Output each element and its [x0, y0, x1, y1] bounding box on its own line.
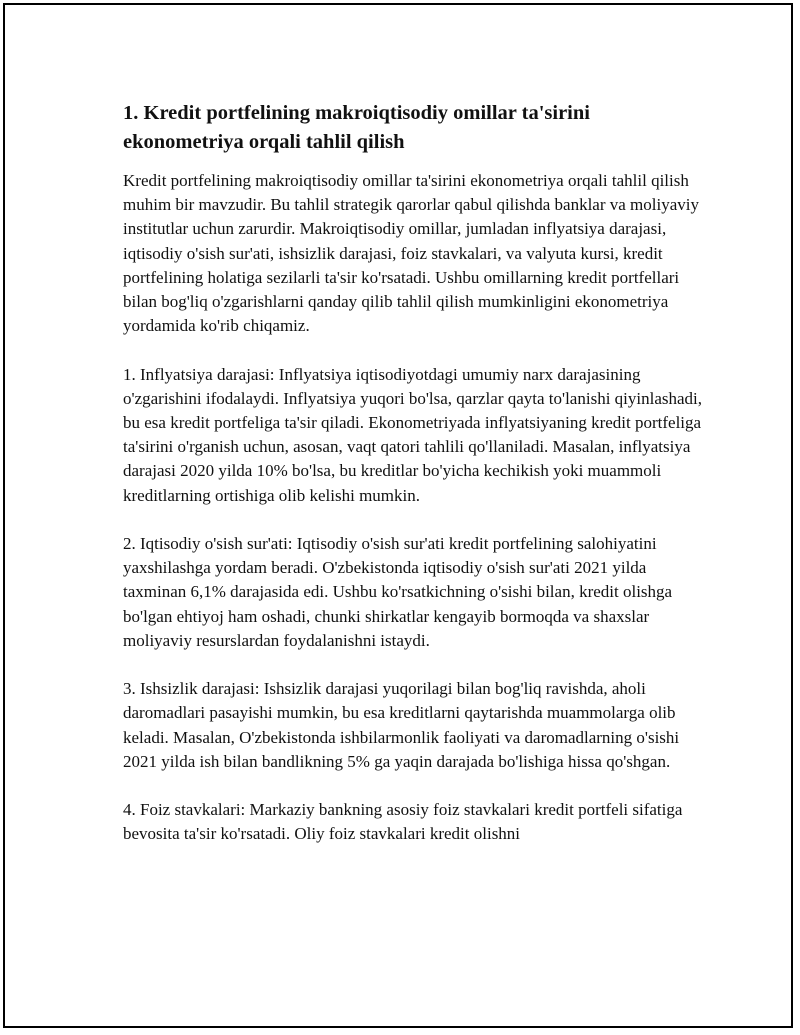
growth-paragraph: 2. Iqtisodiy o'sish sur'ati: Iqtisodiy o'sish sur'ati kredit portfelining salohiyatini yaxshilashga yordam beradi. O'zbekistonda iqtisodiy o'sish sur'ati 2021 yilda taxminan 6,1% darajasida edi. Ushbu ko'rsatkichning o'sishi bilan, kredit olishga bo'lgan ehtiyoj ham oshadi, chunki shirkatlar kengayib bormoqda va shaxslar moliyaviy resurslardan foydalanishni istaydi.	[123, 534, 673, 650]
intro-paragraph: Kredit portfelining makroiqtisodiy omillar ta'sirini ekonometriya orqali tahlil qilish muhim bir mavzudir. Bu tahlil strategik qarorlar qabul qilishda banklar va moliyaviy institutlar uchun zarurdir. Makroiqtisodiy omillar, jumladan inflyatsiya darajasi, iqtisodiy o'sish sur'ati, ishsizlik darajasi, foiz stavkalari, va valyuta kursi, kredit portfelining holatiga sezilarli ta'sir ko'rsatadi. Ushbu omillarning kredit portfellari bilan bog'liq o'zgarishlarni qanday qilib tahlil qilish mumkinligini ekonometriya yordamida ko'rib chiqamiz.	[123, 171, 699, 336]
document-body	[123, 99, 703, 871]
inflation-paragraph: 1. Inflyatsiya darajasi: Inflyatsiya iqtisodiyotdagi umumiy narx darajasining o'zgarishini ifodalaydi. Inflyatsiya yuqori bo'lsa, qarzlar qayta to'lanishi qiyinlashadi, bu esa kredit portfeliga ta'sir qiladi. Ekonometriyada inflyatsiyaning kredit portfeliga ta'sirini o'rganish uchun, asosan, vaqt qatori tahlili qo'llaniladi. Masalan, inflyatsiya darajasi 2020 yilda 10% bo'lsa, bu kreditlar bo'yicha kechikish yoki muammoli kreditlarning ortishiga olib kelishi mumkin.	[123, 364, 703, 505]
page-frame	[3, 3, 793, 1028]
interest-rates-paragraph: 4. Foiz stavkalari: Markaziy bankning asosiy foiz stavkalari kredit portfeli sifatiga bevosita ta'sir ko'rsatadi. Oliy foiz stavkalari kredit olishni	[123, 800, 683, 844]
unemployment-paragraph: 3. Ishsizlik darajasi: Ishsizlik darajasi yuqorilagi bilan bog'liq ravishda, aholi daromadlari pasayishi mumkin, bu esa kreditlarni qaytarishda muammolarga olib keladi. Masalan, O'zbekistonda ishbilarmonlik faoliyati va daromadlarning o'sishi 2021 yilda ish bilan bandlikning 5% ga yaqin darajada bo'lishiga hissa qo'shgan.	[123, 679, 680, 771]
section-heading: 1. Kredit portfelining makroiqtisodiy omillar ta'sirini ekonometriya orqali tahlil qilish	[123, 102, 590, 153]
